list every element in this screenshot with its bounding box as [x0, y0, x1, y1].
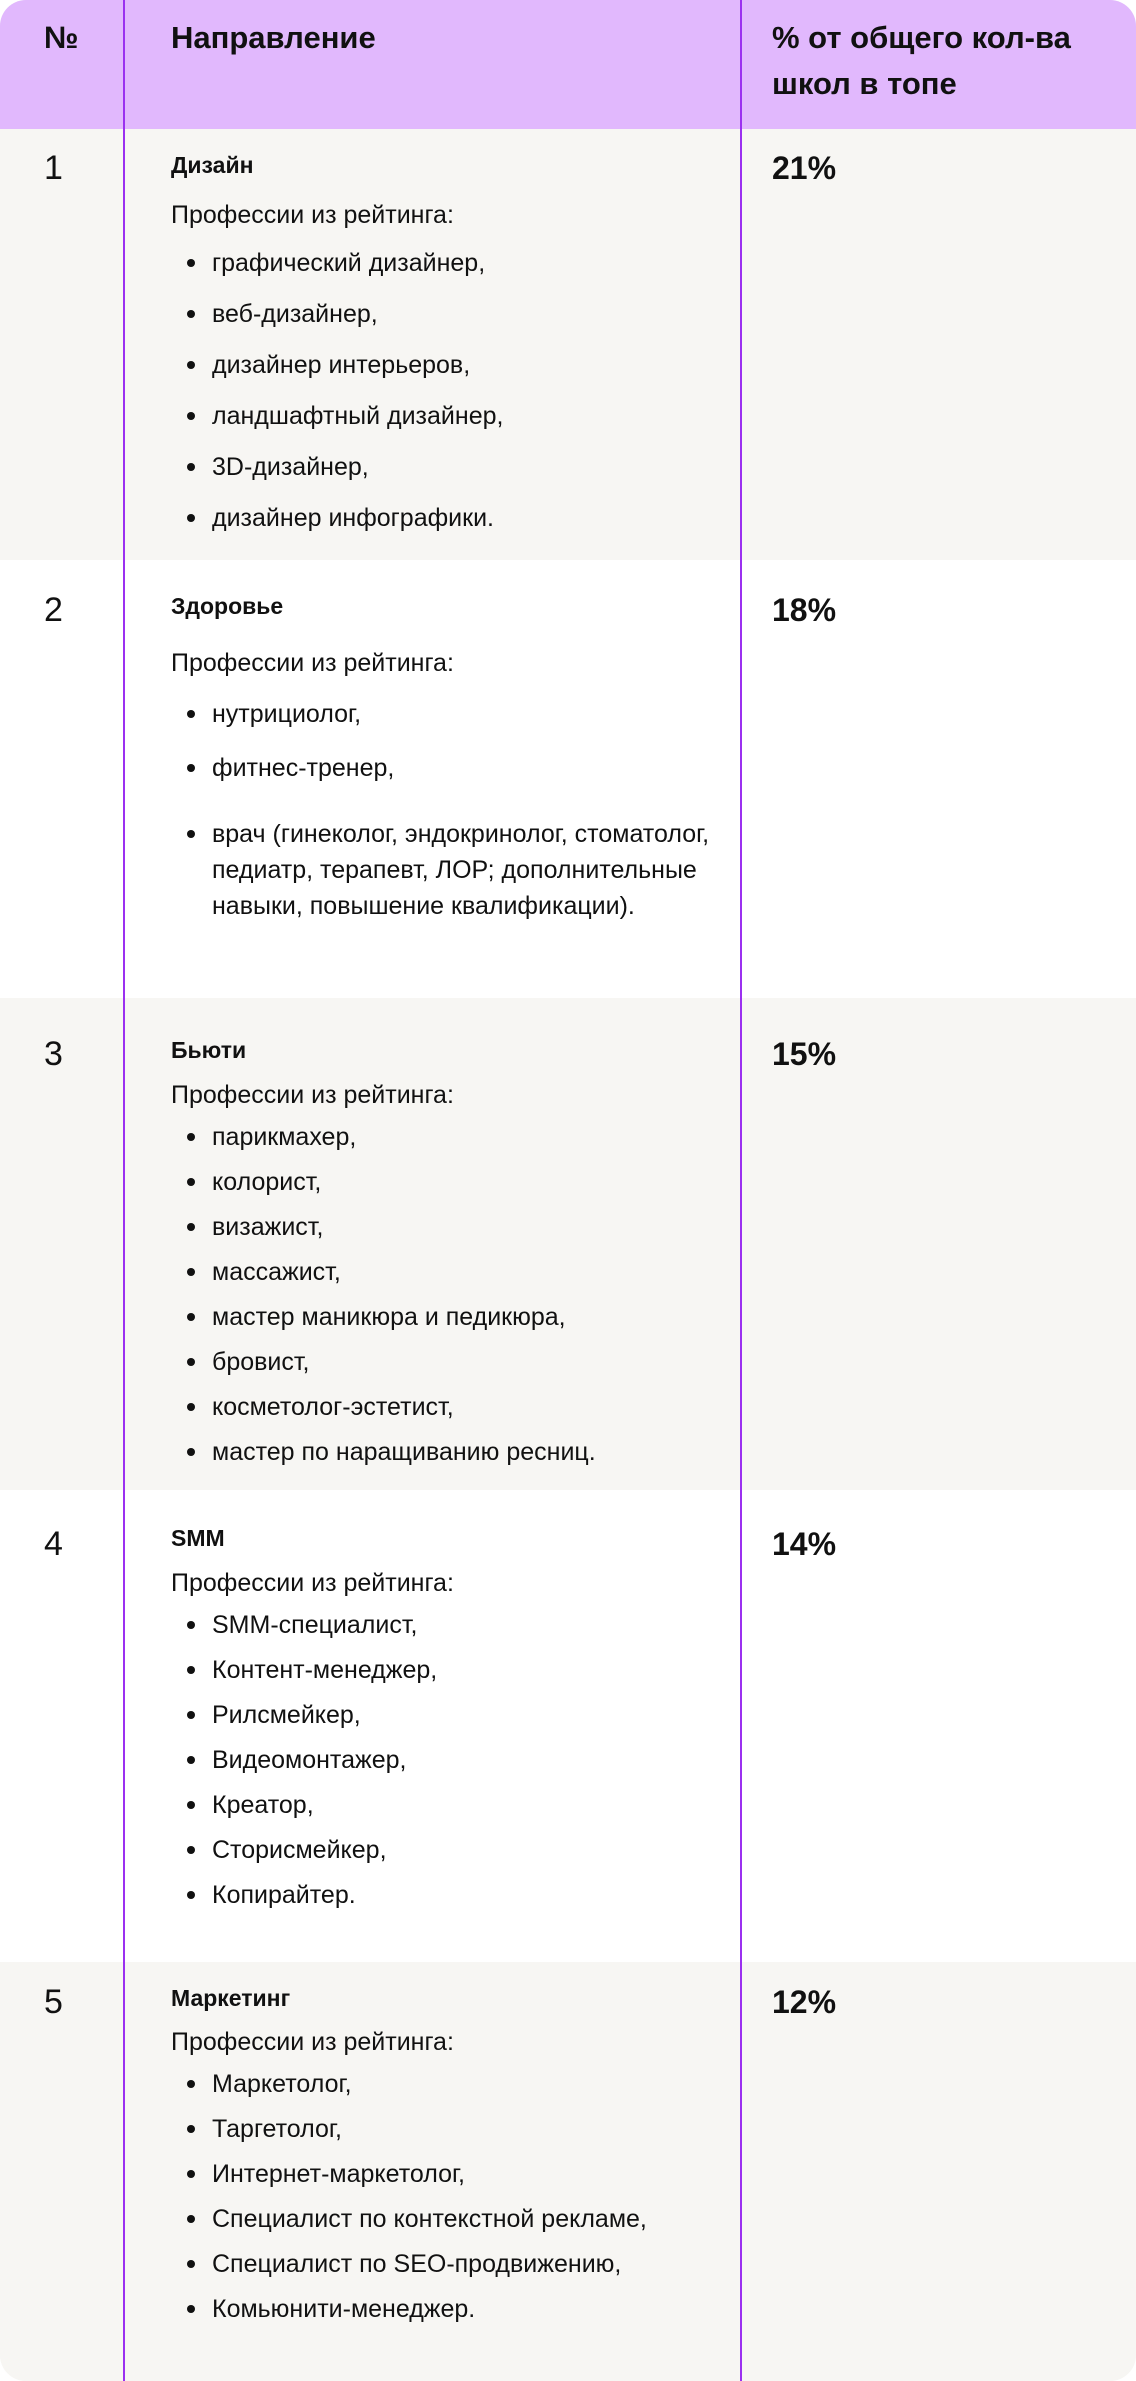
profession: SMM-специалист,: [212, 1611, 418, 1639]
list-item: [171, 816, 721, 924]
bullet-icon: [187, 710, 195, 718]
list-item: [171, 696, 721, 732]
bullet-icon: [187, 1403, 195, 1411]
list-item: [171, 1299, 721, 1335]
profession: мастер маникюра и педикюра,: [212, 1303, 566, 1331]
direction-title: Маркетинг: [171, 1985, 291, 2011]
profession: косметолог-эстетист,: [212, 1393, 454, 1421]
list-item: [171, 750, 721, 786]
profession: Комьюнити-менеджер.: [212, 2295, 476, 2323]
row-number: 1: [44, 149, 63, 187]
list-item: [171, 2111, 721, 2147]
bullet-icon: [187, 1313, 195, 1321]
profession: массажист,: [212, 1258, 341, 1286]
row-direction: [171, 1983, 721, 2327]
profession: бровист,: [212, 1348, 310, 1376]
bullet-icon: [187, 1178, 195, 1186]
list-item: [171, 2156, 721, 2192]
column-divider: [740, 0, 742, 2381]
professions-label: Профессии из рейтинга:: [171, 201, 454, 229]
direction-title: Бьюти: [171, 1037, 247, 1063]
list-item: [171, 1389, 721, 1425]
list-item: [171, 1119, 721, 1155]
profession: Копирайтер.: [212, 1881, 356, 1909]
direction-title: SMM: [171, 1525, 225, 1551]
direction-title: Здоровье: [171, 593, 284, 619]
bullet-icon: [187, 1756, 195, 1764]
list-item: [171, 1742, 721, 1778]
bullet-icon: [187, 2215, 195, 2223]
bullet-icon: [187, 1666, 195, 1674]
bullet-icon: [187, 830, 195, 838]
bullet-icon: [187, 1358, 195, 1366]
professions-label: Профессии из рейтинга:: [171, 1081, 454, 1109]
list-item: [171, 2201, 721, 2237]
list-item: [171, 245, 721, 281]
profession: Таргетолог,: [212, 2115, 342, 2143]
list-item: [171, 2291, 721, 2327]
list-item: [171, 1344, 721, 1380]
profession: 3D-дизайнер,: [212, 453, 369, 481]
professions-label: Профессии из рейтинга:: [171, 649, 454, 677]
profession: Контент-менеджер,: [212, 1656, 438, 1684]
list-item: [171, 2246, 721, 2282]
profession: Видеомонтажер,: [212, 1746, 407, 1774]
header-number: №: [44, 20, 79, 55]
bullet-icon: [187, 412, 195, 420]
row-number: 2: [44, 591, 63, 629]
row-number: 3: [44, 1035, 63, 1073]
profession: дизайнер интерьеров,: [212, 351, 471, 379]
list-item: [171, 398, 721, 434]
profession: Интернет-маркетолог,: [212, 2160, 466, 2188]
profession: ландшафтный дизайнер,: [212, 402, 504, 430]
professions-list: [171, 696, 721, 924]
profession: Сторисмейкер,: [212, 1836, 387, 1864]
profession: парикмахер,: [212, 1123, 357, 1151]
row-direction: [171, 1523, 721, 1913]
profession: Специалист по контекстной рекламе,: [212, 2205, 647, 2233]
list-item: [171, 500, 721, 536]
column-divider: [123, 0, 125, 2381]
professions-list: [171, 1119, 721, 1470]
bullet-icon: [187, 2125, 195, 2133]
profession: фитнес-тренер,: [212, 754, 395, 782]
list-item: [171, 2066, 721, 2102]
profession: Специалист по SEO-продвижению,: [212, 2250, 622, 2278]
row-number: 5: [44, 1983, 63, 2021]
professions-list: [171, 1607, 721, 1913]
bullet-icon: [187, 259, 195, 267]
bullet-icon: [187, 1621, 195, 1629]
list-item: [171, 1697, 721, 1733]
list-item: [171, 1434, 721, 1470]
bullet-icon: [187, 361, 195, 369]
row-direction: [171, 150, 721, 536]
profession: нутрициолог,: [212, 700, 362, 728]
profession: дизайнер инфографики.: [212, 504, 494, 532]
profession: мастер по наращиванию ресниц.: [212, 1438, 596, 1466]
profession: веб-дизайнер,: [212, 300, 378, 328]
bullet-icon: [187, 1801, 195, 1809]
row-percent: 12%: [772, 1984, 837, 2020]
profession: Креатор,: [212, 1791, 314, 1819]
professions-list: [171, 2066, 721, 2327]
list-item: [171, 1877, 721, 1913]
professions-label: Профессии из рейтинга:: [171, 1569, 454, 1597]
bullet-icon: [187, 2305, 195, 2313]
row-direction: [171, 591, 721, 924]
bullet-icon: [187, 2260, 195, 2268]
header-percent: % от общего кол-ва школ в топе: [772, 20, 1071, 101]
list-item: [171, 449, 721, 485]
list-item: [171, 347, 721, 383]
bullet-icon: [187, 1268, 195, 1276]
bullet-icon: [187, 1448, 195, 1456]
profession: графический дизайнер,: [212, 249, 486, 277]
list-item: [171, 1607, 721, 1643]
list-item: [171, 1652, 721, 1688]
table-row: [0, 129, 1136, 560]
bullet-icon: [187, 514, 195, 522]
row-percent: 21%: [772, 150, 837, 186]
table-row: [0, 560, 1136, 998]
table-header: [0, 0, 1136, 129]
professions-label: Профессии из рейтинга:: [171, 2028, 454, 2056]
list-item: [171, 1254, 721, 1290]
bullet-icon: [187, 310, 195, 318]
bullet-icon: [187, 1891, 195, 1899]
bullet-icon: [187, 1846, 195, 1854]
row-percent: 15%: [772, 1036, 837, 1072]
list-item: [171, 1787, 721, 1823]
row-direction: [171, 1035, 721, 1470]
table-row: [0, 998, 1136, 1490]
profession: визажист,: [212, 1213, 324, 1241]
table-row: [0, 1962, 1136, 2381]
list-item: [171, 1164, 721, 1200]
bullet-icon: [187, 463, 195, 471]
professions-list: [171, 245, 721, 536]
direction-title: Дизайн: [171, 152, 254, 178]
list-item: [171, 1209, 721, 1245]
profession: колорист,: [212, 1168, 322, 1196]
profession: Рилсмейкер,: [212, 1701, 361, 1729]
table-row: [0, 1490, 1136, 1962]
row-number: 4: [44, 1525, 63, 1563]
header-direction: Направление: [171, 20, 376, 55]
bullet-icon: [187, 764, 195, 772]
profession: Маркетолог,: [212, 2070, 352, 2098]
row-percent: 14%: [772, 1526, 837, 1562]
bullet-icon: [187, 1711, 195, 1719]
row-percent: 18%: [772, 592, 837, 628]
list-item: [171, 1832, 721, 1868]
profession: врач (гинеколог, эндокринолог, стоматолог, педиатр, терапевт, ЛОР; дополнительные навыки, повышение квалификации).: [212, 820, 710, 920]
bullet-icon: [187, 2080, 195, 2088]
bullet-icon: [187, 1133, 195, 1141]
bullet-icon: [187, 1223, 195, 1231]
bullet-icon: [187, 2170, 195, 2178]
list-item: [171, 296, 721, 332]
